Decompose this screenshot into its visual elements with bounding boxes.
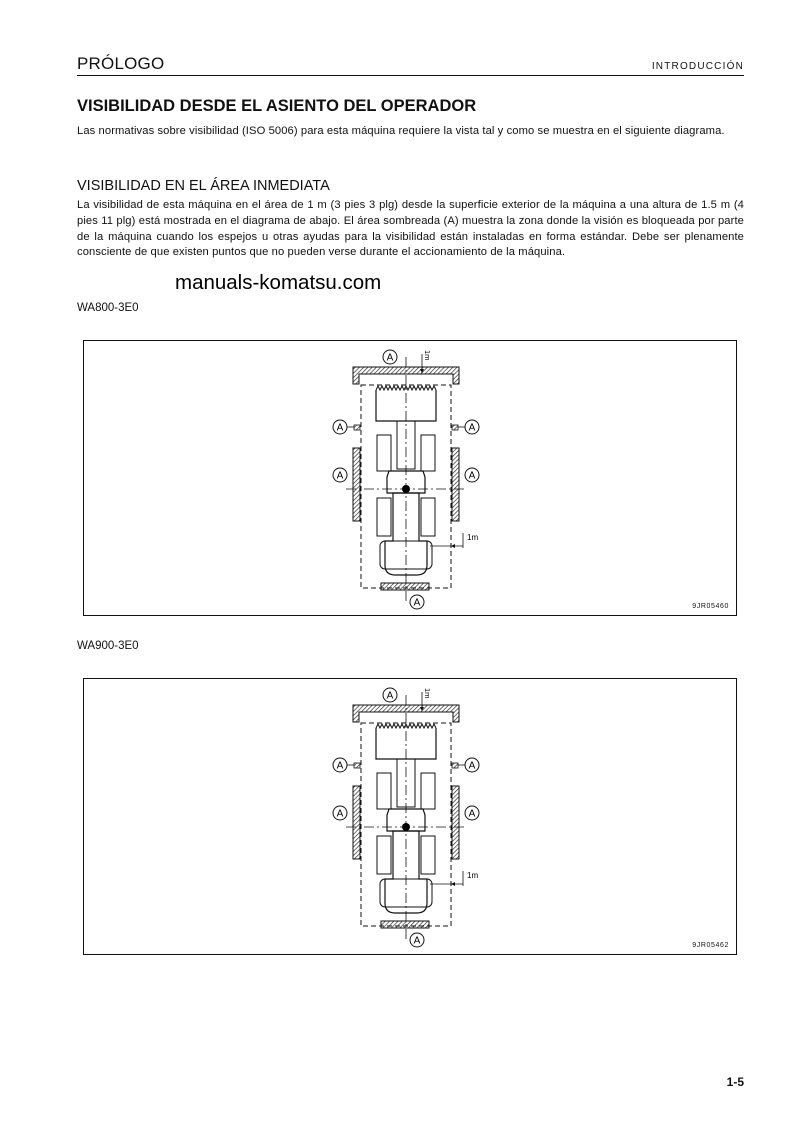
figure-2-drawing bbox=[84, 679, 736, 954]
blind-zone-right bbox=[452, 448, 459, 521]
operator-eye-point bbox=[402, 485, 410, 493]
zone-label-rear bbox=[410, 595, 424, 609]
svg-text:A: A bbox=[468, 760, 476, 772]
svg-text:A: A bbox=[386, 352, 394, 364]
rear-right-tire bbox=[421, 498, 435, 536]
blind-zone-rear bbox=[381, 921, 429, 928]
section-text-operator-visibility: Las normativas sobre visibilidad (ISO 5006) para esta máquina requiere la vista tal y como se muestra en el siguiente diagrama. bbox=[77, 125, 725, 137]
zone-label-rear bbox=[410, 933, 424, 947]
section-heading-operator-visibility: VISIBILIDAD DESDE EL ASIENTO DEL OPERADOR bbox=[77, 97, 477, 115]
zone-label-left bbox=[333, 468, 347, 482]
zone-label-right bbox=[465, 468, 479, 482]
front-right-tire bbox=[421, 435, 435, 471]
dimension-label-side: 1m bbox=[467, 533, 479, 542]
front-right-tire bbox=[421, 773, 435, 809]
dimension-arrow-side bbox=[451, 882, 455, 886]
blind-zone-mirror-right bbox=[452, 763, 458, 768]
figure-2-model-label: WA900-3E0 bbox=[77, 640, 139, 652]
dimension-label-front: 1m bbox=[423, 688, 432, 699]
figure-2-visibility-diagram bbox=[83, 678, 737, 955]
svg-text:A: A bbox=[413, 597, 421, 609]
zone-label-mirror-right bbox=[465, 758, 479, 772]
svg-text:A: A bbox=[336, 808, 344, 820]
header-divider bbox=[77, 75, 744, 76]
figure-2-code: 9JR05462 bbox=[692, 942, 729, 949]
watermark: manuals-komatsu.com bbox=[175, 271, 382, 294]
zone-label-front bbox=[383, 688, 397, 702]
svg-text:A: A bbox=[386, 690, 394, 702]
svg-text:A: A bbox=[336, 470, 344, 482]
zone-label-left bbox=[333, 806, 347, 820]
svg-text:A: A bbox=[468, 422, 476, 434]
rear-right-tire bbox=[421, 836, 435, 874]
zone-label-mirror-right bbox=[465, 420, 479, 434]
zone-label-right bbox=[465, 806, 479, 820]
zone-label-mirror-left bbox=[333, 420, 347, 434]
dimension-arrow-side bbox=[451, 544, 455, 548]
front-left-tire bbox=[377, 773, 391, 809]
dimension-label-front: 1m bbox=[423, 350, 432, 361]
rear-left-tire bbox=[377, 836, 391, 874]
figure-1-drawing bbox=[84, 341, 736, 615]
figure-1-code: 9JR05460 bbox=[692, 603, 729, 610]
blind-zone-right bbox=[452, 786, 459, 859]
blind-zone-left bbox=[353, 448, 360, 521]
front-left-tire bbox=[377, 435, 391, 471]
page-number: 1-5 bbox=[726, 1075, 744, 1089]
page-header-title: PRÓLOGO bbox=[77, 54, 165, 73]
svg-text:A: A bbox=[336, 760, 344, 772]
zone-label-mirror-left bbox=[333, 758, 347, 772]
operator-eye-point bbox=[402, 823, 410, 831]
svg-text:A: A bbox=[336, 422, 344, 434]
figure-1-model-label: WA800-3E0 bbox=[77, 302, 139, 314]
svg-text:A: A bbox=[468, 470, 476, 482]
rear-left-tire bbox=[377, 498, 391, 536]
blind-zone-mirror-right bbox=[452, 425, 458, 430]
page-header-section: INTRODUCCIÓN bbox=[651, 61, 744, 72]
blind-zone-left bbox=[353, 786, 360, 859]
zone-label-front bbox=[383, 350, 397, 364]
section-heading-immediate-area: VISIBILIDAD EN EL ÁREA INMEDIATA bbox=[77, 178, 330, 194]
svg-text:A: A bbox=[413, 935, 421, 947]
blind-zone-rear bbox=[381, 583, 429, 590]
blind-zone-mirror-left bbox=[354, 425, 360, 430]
dimension-label-side: 1m bbox=[467, 871, 479, 880]
blind-zone-mirror-left bbox=[354, 763, 360, 768]
svg-text:A: A bbox=[468, 808, 476, 820]
section-text-immediate-area: La visibilidad de esta máquina en el área de 1 m (3 pies 3 plg) desde la superficie exterior de la máquina a una altura de 1.5 m (4 pies 11 plg) está mostrada en el diagrama de abajo. El área sombreada (A) muestra la zona donde la visión es bloqueada por parte de la máquina cuando los espejos u otras ayudas para la visibilidad están instaladas en forma estándar. Debe ser plenamente consciente de que existen puntos que no pueden verse durante el accionamiento de la máquina. bbox=[77, 199, 744, 259]
figure-1-visibility-diagram bbox=[83, 340, 737, 616]
